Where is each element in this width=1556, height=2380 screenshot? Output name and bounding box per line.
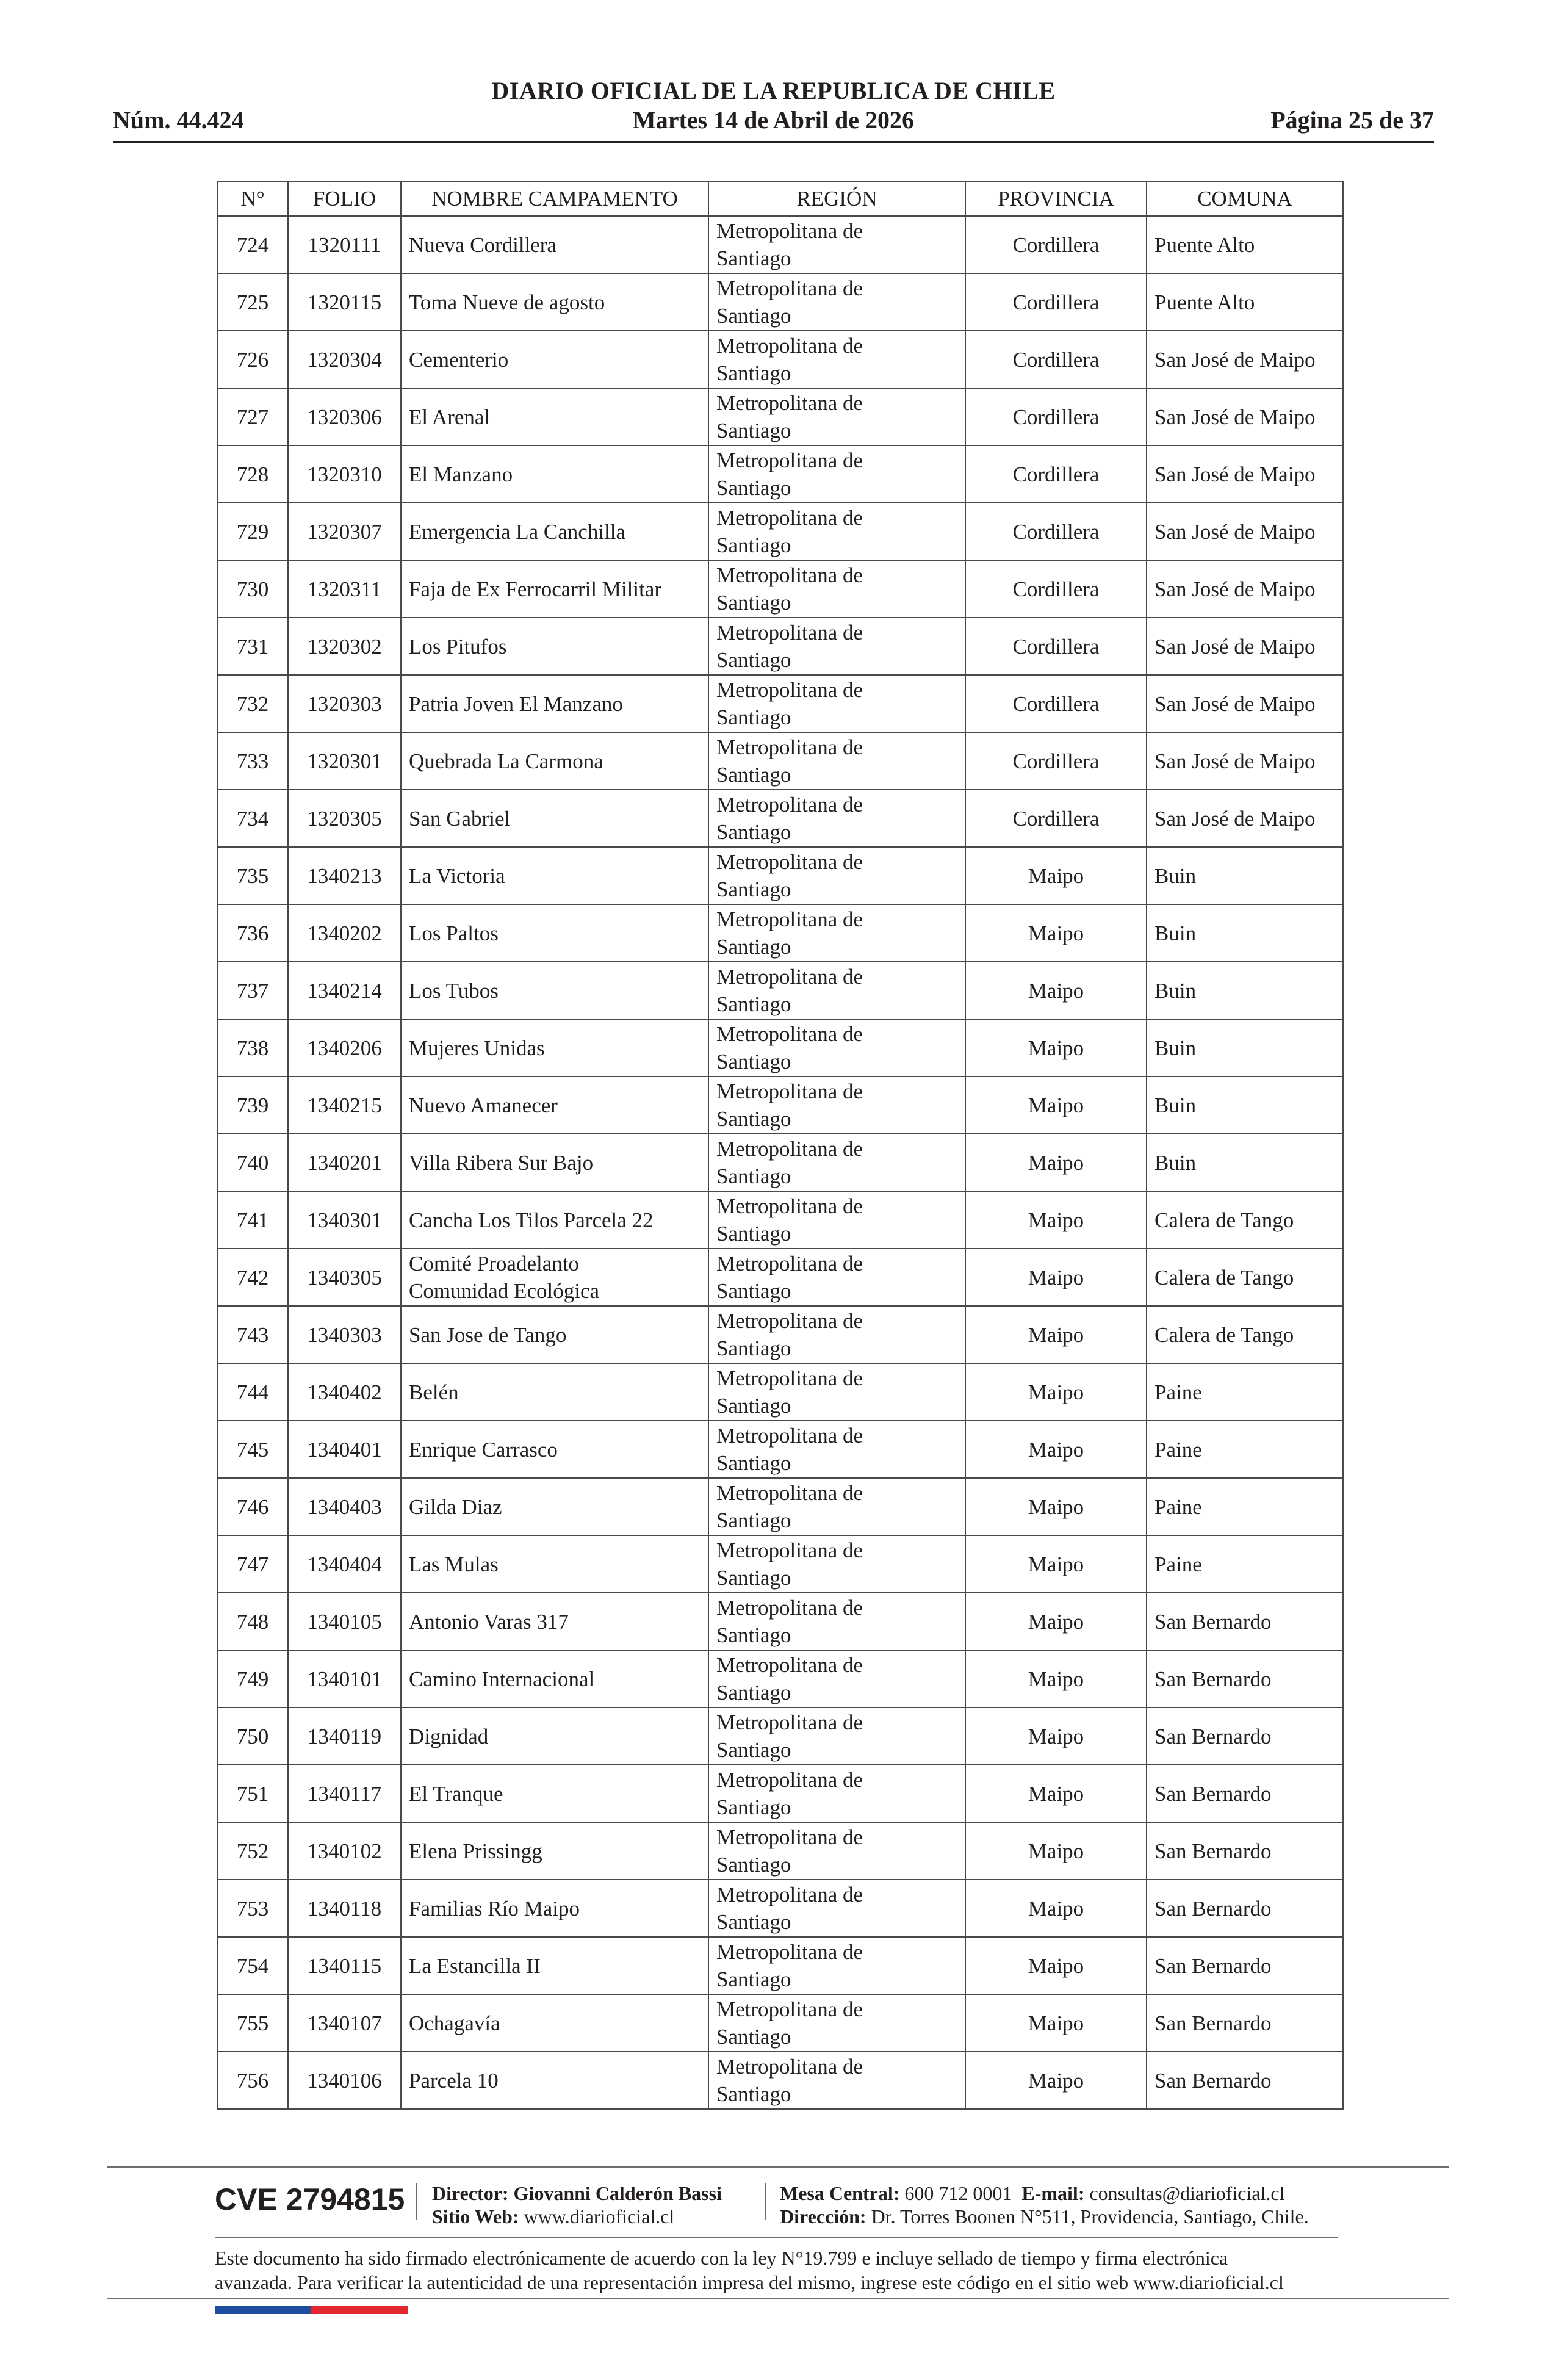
cell-commune: San José de Maipo bbox=[1147, 790, 1343, 847]
cell-folio: 1340105 bbox=[288, 1593, 401, 1650]
cell-province: Maipo bbox=[965, 1363, 1147, 1421]
cell-commune: San José de Maipo bbox=[1147, 503, 1343, 560]
cell-province: Maipo bbox=[965, 1593, 1147, 1650]
cell-camp-name: Nueva Cordillera bbox=[401, 216, 708, 273]
cell-camp-name: Los Paltos bbox=[401, 904, 708, 962]
header-cell-folio: FOLIO bbox=[288, 182, 401, 216]
cell-province: Maipo bbox=[965, 1306, 1147, 1363]
cell-number: 753 bbox=[217, 1880, 288, 1937]
cell-folio: 1340404 bbox=[288, 1535, 401, 1593]
cell-folio: 1340117 bbox=[288, 1765, 401, 1822]
cell-region: Metropolitana de Santiago bbox=[708, 388, 965, 445]
table-row bbox=[217, 1937, 1343, 1994]
cell-folio: 1340403 bbox=[288, 1478, 401, 1535]
footer-divider-mid bbox=[215, 2237, 1338, 2238]
cell-number: 738 bbox=[217, 1019, 288, 1076]
cell-region: Metropolitana de Santiago bbox=[708, 1421, 965, 1478]
cell-number: 754 bbox=[217, 1937, 288, 1994]
footer-contact-block bbox=[780, 2182, 1309, 2228]
cell-province: Cordillera bbox=[965, 618, 1147, 675]
cell-commune: San Bernardo bbox=[1147, 1765, 1343, 1822]
table-row bbox=[217, 1019, 1343, 1076]
table-body bbox=[217, 216, 1343, 2109]
cell-province: Maipo bbox=[965, 1191, 1147, 1249]
footer-director-block bbox=[432, 2182, 722, 2228]
cell-number: 731 bbox=[217, 618, 288, 675]
cell-camp-name: El Manzano bbox=[401, 445, 708, 503]
cell-region: Metropolitana de Santiago bbox=[708, 790, 965, 847]
cell-camp-name: Familias Río Maipo bbox=[401, 1880, 708, 1937]
cell-camp-name: Nuevo Amanecer bbox=[401, 1076, 708, 1134]
cell-commune: San José de Maipo bbox=[1147, 331, 1343, 388]
director-label: Director: bbox=[432, 2182, 509, 2204]
cell-folio: 1320301 bbox=[288, 732, 401, 790]
cell-province: Cordillera bbox=[965, 388, 1147, 445]
footer-separator bbox=[416, 2183, 417, 2220]
cell-region: Metropolitana de Santiago bbox=[708, 1535, 965, 1593]
table-row bbox=[217, 1880, 1343, 1937]
cell-province: Cordillera bbox=[965, 732, 1147, 790]
cell-province: Maipo bbox=[965, 1249, 1147, 1306]
table-row bbox=[217, 962, 1343, 1019]
cell-number: 734 bbox=[217, 790, 288, 847]
cell-camp-name: El Arenal bbox=[401, 388, 708, 445]
cell-number: 747 bbox=[217, 1535, 288, 1593]
header-cell-number: N° bbox=[217, 182, 288, 216]
cell-province: Cordillera bbox=[965, 790, 1147, 847]
cell-folio: 1340213 bbox=[288, 847, 401, 904]
cell-province: Cordillera bbox=[965, 675, 1147, 732]
table-row bbox=[217, 1822, 1343, 1880]
cell-number: 727 bbox=[217, 388, 288, 445]
cell-camp-name: Cancha Los Tilos Parcela 22 bbox=[401, 1191, 708, 1249]
cell-commune: San Bernardo bbox=[1147, 1650, 1343, 1707]
cell-region: Metropolitana de Santiago bbox=[708, 2052, 965, 2109]
cell-folio: 1340119 bbox=[288, 1707, 401, 1765]
flag-stripe-blue bbox=[215, 2306, 311, 2314]
cell-number: 755 bbox=[217, 1994, 288, 2052]
cell-folio: 1340206 bbox=[288, 1019, 401, 1076]
cell-commune: San Bernardo bbox=[1147, 1822, 1343, 1880]
cell-region: Metropolitana de Santiago bbox=[708, 962, 965, 1019]
issue-date: Martes 14 de Abril de 2026 bbox=[632, 106, 915, 134]
cell-number: 728 bbox=[217, 445, 288, 503]
cell-province: Maipo bbox=[965, 962, 1147, 1019]
cell-camp-name: Emergencia La Canchilla bbox=[401, 503, 708, 560]
director-name: Giovanni Calderón Bassi bbox=[513, 2182, 722, 2204]
cell-folio: 1320304 bbox=[288, 331, 401, 388]
cell-camp-name: Camino Internacional bbox=[401, 1650, 708, 1707]
cell-commune: Buin bbox=[1147, 847, 1343, 904]
cell-camp-name: Belén bbox=[401, 1363, 708, 1421]
cell-province: Maipo bbox=[965, 904, 1147, 962]
cell-camp-name: Dignidad bbox=[401, 1707, 708, 1765]
cell-province: Maipo bbox=[965, 1478, 1147, 1535]
cell-camp-name: Los Pitufos bbox=[401, 618, 708, 675]
cell-region: Metropolitana de Santiago bbox=[708, 1765, 965, 1822]
cell-number: 742 bbox=[217, 1249, 288, 1306]
table-row bbox=[217, 445, 1343, 503]
cell-commune: Buin bbox=[1147, 904, 1343, 962]
cell-region: Metropolitana de Santiago bbox=[708, 1363, 965, 1421]
phone-label: Mesa Central: bbox=[780, 2182, 900, 2204]
cell-province: Maipo bbox=[965, 1994, 1147, 2052]
cell-commune: Buin bbox=[1147, 1076, 1343, 1134]
cell-folio: 1320111 bbox=[288, 216, 401, 273]
phone-value: 600 712 0001 bbox=[904, 2182, 1012, 2204]
cell-number: 730 bbox=[217, 560, 288, 618]
cell-province: Maipo bbox=[965, 1076, 1147, 1134]
cell-region: Metropolitana de Santiago bbox=[708, 847, 965, 904]
cell-folio: 1320302 bbox=[288, 618, 401, 675]
cell-number: 745 bbox=[217, 1421, 288, 1478]
cell-commune: San José de Maipo bbox=[1147, 675, 1343, 732]
cell-camp-name: Mujeres Unidas bbox=[401, 1019, 708, 1076]
cell-commune: Paine bbox=[1147, 1363, 1343, 1421]
cell-commune: San Bernardo bbox=[1147, 1937, 1343, 1994]
table-row bbox=[217, 1134, 1343, 1191]
table-row bbox=[217, 1363, 1343, 1421]
cell-province: Maipo bbox=[965, 1650, 1147, 1707]
cell-number: 746 bbox=[217, 1478, 288, 1535]
cell-commune: Buin bbox=[1147, 1134, 1343, 1191]
cell-number: 726 bbox=[217, 331, 288, 388]
footer-divider-top bbox=[107, 2166, 1449, 2168]
cell-folio: 1340301 bbox=[288, 1191, 401, 1249]
cell-number: 737 bbox=[217, 962, 288, 1019]
cell-province: Cordillera bbox=[965, 216, 1147, 273]
cell-folio: 1340402 bbox=[288, 1363, 401, 1421]
table-row bbox=[217, 1535, 1343, 1593]
cell-province: Maipo bbox=[965, 1822, 1147, 1880]
cell-region: Metropolitana de Santiago bbox=[708, 273, 965, 331]
cell-folio: 1340305 bbox=[288, 1249, 401, 1306]
cell-region: Metropolitana de Santiago bbox=[708, 1306, 965, 1363]
cell-commune: Calera de Tango bbox=[1147, 1191, 1343, 1249]
cell-camp-name: Patria Joven El Manzano bbox=[401, 675, 708, 732]
cell-folio: 1340215 bbox=[288, 1076, 401, 1134]
table-row bbox=[217, 1191, 1343, 1249]
cell-number: 748 bbox=[217, 1593, 288, 1650]
cell-region: Metropolitana de Santiago bbox=[708, 904, 965, 962]
cell-folio: 1340101 bbox=[288, 1650, 401, 1707]
table-row bbox=[217, 216, 1343, 273]
cell-commune: San Bernardo bbox=[1147, 1593, 1343, 1650]
cell-region: Metropolitana de Santiago bbox=[708, 1478, 965, 1535]
cell-number: 751 bbox=[217, 1765, 288, 1822]
header-cell-region: REGIÓN bbox=[708, 182, 965, 216]
cell-commune: Puente Alto bbox=[1147, 273, 1343, 331]
email-label: E-mail: bbox=[1021, 2182, 1085, 2204]
table-row bbox=[217, 618, 1343, 675]
cell-region: Metropolitana de Santiago bbox=[708, 1191, 965, 1249]
cell-camp-name: San Gabriel bbox=[401, 790, 708, 847]
cell-commune: Buin bbox=[1147, 1019, 1343, 1076]
cell-camp-name: Faja de Ex Ferrocarril Militar bbox=[401, 560, 708, 618]
cell-commune: San José de Maipo bbox=[1147, 618, 1343, 675]
table-row bbox=[217, 1421, 1343, 1478]
cell-number: 729 bbox=[217, 503, 288, 560]
cell-folio: 1320306 bbox=[288, 388, 401, 445]
campamentos-table-container bbox=[217, 181, 1342, 2110]
campamentos-table bbox=[217, 181, 1344, 2110]
cell-region: Metropolitana de Santiago bbox=[708, 560, 965, 618]
publication-title: DIARIO OFICIAL DE LA REPUBLICA DE CHILE bbox=[491, 77, 1056, 104]
cell-camp-name: Elena Prissingg bbox=[401, 1822, 708, 1880]
cell-region: Metropolitana de Santiago bbox=[708, 1076, 965, 1134]
table-row bbox=[217, 560, 1343, 618]
cell-commune: Calera de Tango bbox=[1147, 1306, 1343, 1363]
cell-camp-name: Quebrada La Carmona bbox=[401, 732, 708, 790]
cell-province: Cordillera bbox=[965, 560, 1147, 618]
table-row bbox=[217, 732, 1343, 790]
cell-number: 750 bbox=[217, 1707, 288, 1765]
cell-region: Metropolitana de Santiago bbox=[708, 1593, 965, 1650]
cell-province: Cordillera bbox=[965, 445, 1147, 503]
cell-camp-name: Villa Ribera Sur Bajo bbox=[401, 1134, 708, 1191]
cell-province: Maipo bbox=[965, 1707, 1147, 1765]
cell-folio: 1320303 bbox=[288, 675, 401, 732]
cell-province: Maipo bbox=[965, 847, 1147, 904]
table-row bbox=[217, 904, 1343, 962]
table-header-row bbox=[217, 182, 1343, 216]
cell-region: Metropolitana de Santiago bbox=[708, 618, 965, 675]
cell-commune: San José de Maipo bbox=[1147, 445, 1343, 503]
cell-province: Maipo bbox=[965, 1535, 1147, 1593]
legal-notice-line: avanzada. Para verificar la autenticidad de una representación impresa del mismo, ingrese este código en el sitio web www.diarioficial.cl bbox=[215, 2271, 1284, 2293]
cell-number: 752 bbox=[217, 1822, 288, 1880]
cell-region: Metropolitana de Santiago bbox=[708, 732, 965, 790]
cell-folio: 1340118 bbox=[288, 1880, 401, 1937]
cell-commune: San Bernardo bbox=[1147, 1880, 1343, 1937]
cell-province: Maipo bbox=[965, 1421, 1147, 1478]
cell-number: 736 bbox=[217, 904, 288, 962]
cell-folio: 1340401 bbox=[288, 1421, 401, 1478]
cell-region: Metropolitana de Santiago bbox=[708, 675, 965, 732]
cell-camp-name: Cementerio bbox=[401, 331, 708, 388]
cell-folio: 1320310 bbox=[288, 445, 401, 503]
cell-region: Metropolitana de Santiago bbox=[708, 1650, 965, 1707]
header-cell-province: PROVINCIA bbox=[965, 182, 1147, 216]
cell-folio: 1320305 bbox=[288, 790, 401, 847]
cell-folio: 1340107 bbox=[288, 1994, 401, 2052]
table-row bbox=[217, 503, 1343, 560]
table-row bbox=[217, 2052, 1343, 2109]
table-row bbox=[217, 675, 1343, 732]
cell-camp-name: Gilda Diaz bbox=[401, 1478, 708, 1535]
cell-region: Metropolitana de Santiago bbox=[708, 1994, 965, 2052]
cell-province: Cordillera bbox=[965, 503, 1147, 560]
cell-camp-name: Comité Proadelanto Comunidad Ecológica bbox=[401, 1249, 708, 1306]
cell-number: 725 bbox=[217, 273, 288, 331]
cell-number: 741 bbox=[217, 1191, 288, 1249]
cell-folio: 1320307 bbox=[288, 503, 401, 560]
cell-number: 739 bbox=[217, 1076, 288, 1134]
header-cell-name: NOMBRE CAMPAMENTO bbox=[401, 182, 708, 216]
cell-commune: Paine bbox=[1147, 1421, 1343, 1478]
cell-province: Maipo bbox=[965, 2052, 1147, 2109]
cell-folio: 1340303 bbox=[288, 1306, 401, 1363]
footer-separator bbox=[765, 2183, 766, 2220]
table-row bbox=[217, 1478, 1343, 1535]
cell-folio: 1340214 bbox=[288, 962, 401, 1019]
table-row bbox=[217, 1765, 1343, 1822]
cell-commune: San José de Maipo bbox=[1147, 732, 1343, 790]
table-row bbox=[217, 1994, 1343, 2052]
cell-province: Cordillera bbox=[965, 331, 1147, 388]
cell-province: Maipo bbox=[965, 1937, 1147, 1994]
header-divider bbox=[113, 141, 1434, 143]
cell-commune: Calera de Tango bbox=[1147, 1249, 1343, 1306]
cell-region: Metropolitana de Santiago bbox=[708, 1880, 965, 1937]
cell-camp-name: El Tranque bbox=[401, 1765, 708, 1822]
legal-notice-line: Este documento ha sido firmado electrónicamente de acuerdo con la ley N°19.799 e incluye sellado de tiempo y firma electrónica bbox=[215, 2247, 1228, 2269]
cell-commune: San Bernardo bbox=[1147, 1994, 1343, 2052]
cell-commune: Paine bbox=[1147, 1478, 1343, 1535]
cell-commune: Puente Alto bbox=[1147, 216, 1343, 273]
cell-number: 724 bbox=[217, 216, 288, 273]
cell-commune: San Bernardo bbox=[1147, 2052, 1343, 2109]
cell-camp-name: Enrique Carrasco bbox=[401, 1421, 708, 1478]
cell-commune: San José de Maipo bbox=[1147, 388, 1343, 445]
cve-code: CVE 2794815 bbox=[215, 2182, 405, 2216]
cell-folio: 1340106 bbox=[288, 2052, 401, 2109]
cell-region: Metropolitana de Santiago bbox=[708, 1019, 965, 1076]
cell-number: 740 bbox=[217, 1134, 288, 1191]
cell-camp-name: San Jose de Tango bbox=[401, 1306, 708, 1363]
cell-province: Maipo bbox=[965, 1019, 1147, 1076]
cell-province: Maipo bbox=[965, 1880, 1147, 1937]
cell-province: Maipo bbox=[965, 1765, 1147, 1822]
table-row bbox=[217, 1076, 1343, 1134]
email-link[interactable]: consultas@diarioficial.cl bbox=[1089, 2182, 1285, 2204]
table-row bbox=[217, 1306, 1343, 1363]
table-row bbox=[217, 388, 1343, 445]
cell-region: Metropolitana de Santiago bbox=[708, 1134, 965, 1191]
cell-province: Maipo bbox=[965, 1134, 1147, 1191]
website-label: Sitio Web: bbox=[432, 2205, 519, 2227]
cell-region: Metropolitana de Santiago bbox=[708, 503, 965, 560]
footer-divider-bottom bbox=[107, 2298, 1449, 2299]
cell-camp-name: Las Mulas bbox=[401, 1535, 708, 1593]
cell-camp-name: Los Tubos bbox=[401, 962, 708, 1019]
table-row bbox=[217, 1707, 1343, 1765]
cell-camp-name: Antonio Varas 317 bbox=[401, 1593, 708, 1650]
table-row bbox=[217, 1593, 1343, 1650]
cell-number: 732 bbox=[217, 675, 288, 732]
page-number: Página 25 de 37 bbox=[1270, 106, 1434, 134]
cell-number: 756 bbox=[217, 2052, 288, 2109]
cell-province: Cordillera bbox=[965, 273, 1147, 331]
issue-number: Núm. 44.424 bbox=[113, 106, 244, 134]
address-value: Dr. Torres Boonen N°511, Providencia, Santiago, Chile. bbox=[871, 2205, 1309, 2227]
cell-region: Metropolitana de Santiago bbox=[708, 1822, 965, 1880]
cell-folio: 1320311 bbox=[288, 560, 401, 618]
cell-region: Metropolitana de Santiago bbox=[708, 445, 965, 503]
table-row bbox=[217, 847, 1343, 904]
cell-camp-name: La Estancilla II bbox=[401, 1937, 708, 1994]
website-link[interactable]: www.diarioficial.cl bbox=[524, 2205, 675, 2227]
cell-folio: 1320115 bbox=[288, 273, 401, 331]
cell-camp-name: Ochagavía bbox=[401, 1994, 708, 2052]
cell-commune: Paine bbox=[1147, 1535, 1343, 1593]
cell-region: Metropolitana de Santiago bbox=[708, 1937, 965, 1994]
flag-stripe-red bbox=[311, 2306, 408, 2314]
page-header bbox=[113, 76, 1434, 143]
cell-number: 733 bbox=[217, 732, 288, 790]
cell-number: 744 bbox=[217, 1363, 288, 1421]
cell-folio: 1340102 bbox=[288, 1822, 401, 1880]
cell-folio: 1340202 bbox=[288, 904, 401, 962]
header-cell-commune: COMUNA bbox=[1147, 182, 1343, 216]
cell-region: Metropolitana de Santiago bbox=[708, 331, 965, 388]
cell-commune: San Bernardo bbox=[1147, 1707, 1343, 1765]
cell-camp-name: La Victoria bbox=[401, 847, 708, 904]
table-row bbox=[217, 331, 1343, 388]
table-row bbox=[217, 273, 1343, 331]
table-row bbox=[217, 790, 1343, 847]
cell-number: 743 bbox=[217, 1306, 288, 1363]
table-row bbox=[217, 1249, 1343, 1306]
cell-number: 735 bbox=[217, 847, 288, 904]
cell-region: Metropolitana de Santiago bbox=[708, 216, 965, 273]
cell-region: Metropolitana de Santiago bbox=[708, 1707, 965, 1765]
cell-number: 749 bbox=[217, 1650, 288, 1707]
table-row bbox=[217, 1650, 1343, 1707]
cell-folio: 1340115 bbox=[288, 1937, 401, 1994]
cell-camp-name: Toma Nueve de agosto bbox=[401, 273, 708, 331]
cell-region: Metropolitana de Santiago bbox=[708, 1249, 965, 1306]
cell-commune: Buin bbox=[1147, 962, 1343, 1019]
cell-camp-name: Parcela 10 bbox=[401, 2052, 708, 2109]
cell-folio: 1340201 bbox=[288, 1134, 401, 1191]
legal-notice bbox=[215, 2246, 1344, 2295]
cell-commune: San José de Maipo bbox=[1147, 560, 1343, 618]
address-label: Dirección: bbox=[780, 2205, 866, 2227]
